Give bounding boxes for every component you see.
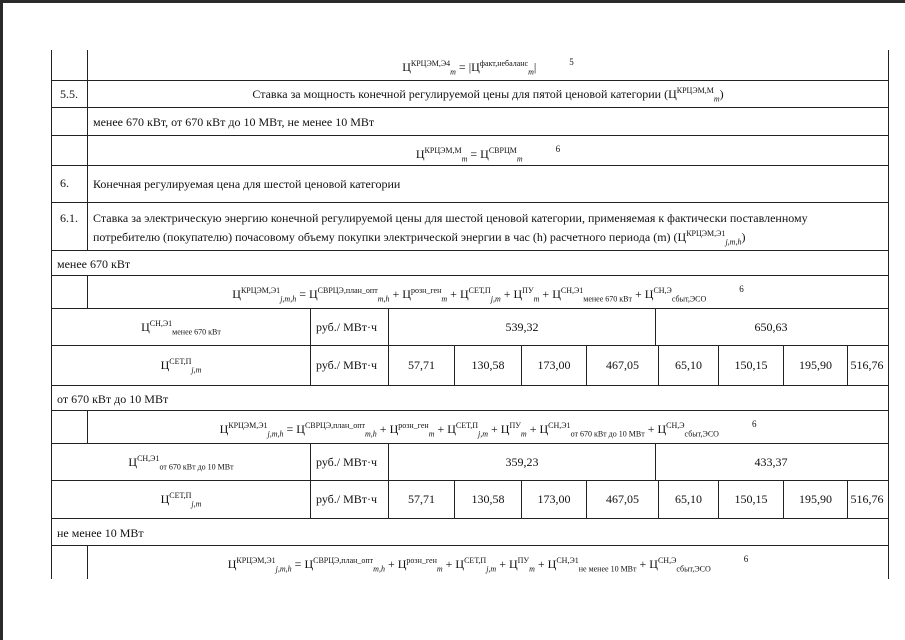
group-formula: $Ц^{КРЦЭМ,Э1}_{j,m,h} = Ц^{СВРЦЭ,план\_опт}_{m,h} + Ц^{розн\_ген}_m + Ц^{СЕТ,П}_{j,m} + Ц^{ПУ}_m + Ц^{СН,Э1}_{от 670 кВт до 10 МВт} + Ц^{СН,Э}_{сбыт,ЭСО}$ $^6$ xyxy=(219,419,757,439)
unit: руб./ МВт·ч xyxy=(311,444,389,480)
section-6-row: 6. Конечная регулируемая цена для шестой ценовой категории xyxy=(52,165,888,202)
group-label-row xyxy=(52,518,888,545)
formula-m: $Ц^{КРЦЭМ,М}_m = Ц^{СВРЦМ}_m$ $^6$ xyxy=(415,144,561,164)
section-5-5-row xyxy=(52,80,888,107)
sn-row xyxy=(52,443,888,480)
group-label: от 670 кВт до 10 МВт xyxy=(57,392,169,406)
set-value: 150,15 xyxy=(719,481,784,518)
sn-symbol: $Ц^{СН,Э1}_{от 670 кВт до 10 МВт}$ xyxy=(128,453,234,471)
section-6-1-row: 6.1. Ставка за электрическую энергию конечной регулируемой цены для шестой ценовой категории, применяемая к фактически поставленному потребителю (покупателю) почасовому объему покупки электрической энергии в час (h) расчетного периода (m) $(Ц^{КРЦЭМ,Э1}_{j,m,h})$ xyxy=(52,202,888,250)
set-value: 195,90 xyxy=(784,481,848,518)
group-label: не менее 10 МВт xyxy=(57,526,144,540)
set-value: 57,71 xyxy=(389,481,455,518)
formula-e4: $Ц^{КРЦЭМ,Э4}_m = |Ц^{факт,небаланс}_m|$ $^5$ xyxy=(402,57,574,77)
set-value: 130,58 xyxy=(455,481,522,518)
set-value: 516,76 xyxy=(848,481,887,518)
section-title: Ставка за мощность конечной регулируемой цены для пятой ценовой категории $(Ц^{КРЦЭМ,М}_m)$ xyxy=(252,86,724,104)
capacity-groups-text: менее 670 кВт, от 670 кВт до 10 МВт, не менее 10 МВт xyxy=(93,115,375,129)
set-value: 65,10 xyxy=(659,481,719,518)
scan-edge-top xyxy=(0,0,905,3)
set-value: 173,00 xyxy=(522,346,587,385)
unit: руб./ МВт·ч xyxy=(311,481,389,518)
sn-value: 433,37 xyxy=(656,444,887,480)
footnote-ref: 5 xyxy=(569,57,574,67)
group-formula: $Ц^{КРЦЭМ,Э1}_{j,m,h} = Ц^{СВРЦЭ,план\_опт}_{m,h} + Ц^{розн\_ген}_m + Ц^{СЕТ,П}_{j,m} + Ц^{ПУ}_m + Ц^{СН,Э1}_{менее 670 кВт} + Ц^{СН,Э}_{сбыт,ЭСО}$ $^6$ xyxy=(232,284,744,304)
group-label-row xyxy=(52,385,888,410)
set-value: 65,10 xyxy=(659,346,719,385)
set-value: 467,05 xyxy=(587,481,659,518)
group-label: менее 670 кВт xyxy=(57,257,131,271)
capacity-groups-row xyxy=(52,107,888,135)
sn-value: 650,63 xyxy=(656,309,887,345)
set-value: 467,05 xyxy=(587,346,659,385)
sn-symbol: $Ц^{СН,Э1}_{менее 670 кВт}$ xyxy=(141,318,221,336)
set-value: 516,76 xyxy=(848,346,887,385)
group-formula-row xyxy=(52,410,888,443)
set-row xyxy=(52,480,888,518)
set-value: 173,00 xyxy=(522,481,587,518)
scan-edge-left xyxy=(0,0,3,640)
unit: руб./ МВт·ч xyxy=(311,309,389,345)
group-formula-row xyxy=(52,545,888,579)
set-value: 150,15 xyxy=(719,346,784,385)
section-title: Конечная регулируемая цена для шестой ценовой категории xyxy=(93,177,401,191)
group-label-row xyxy=(52,250,888,275)
formula-row-5 xyxy=(52,50,888,80)
set-value: 57,71 xyxy=(389,346,455,385)
set-value: 195,90 xyxy=(784,346,848,385)
set-symbol: $Ц^{СЕТ,П}_{j,m}$ xyxy=(160,357,202,375)
set-symbol: $Ц^{СЕТ,П}_{j,m}$ xyxy=(160,491,202,509)
sn-value: 359,23 xyxy=(389,444,656,480)
set-row xyxy=(52,345,888,385)
unit: руб./ МВт·ч xyxy=(311,346,389,385)
formula-row-6a xyxy=(52,135,888,165)
section-number: 5.5. xyxy=(52,81,88,107)
tariff-table xyxy=(51,50,889,579)
group-formula: $Ц^{КРЦЭМ,Э1}_{j,m,h} = Ц^{СВРЦЭ,план\_опт}_{m,h} + Ц^{розн\_ген}_m + Ц^{СЕТ,П}_{j,m} + Ц^{ПУ}_m + Ц^{СН,Э1}_{не менее 10 МВт} + Ц^{СН,Э}_{сбыт,ЭСО}$ $^6$ xyxy=(227,554,749,574)
set-value: 130,58 xyxy=(455,346,522,385)
group-formula-row xyxy=(52,275,888,308)
sn-row xyxy=(52,308,888,345)
sn-value: 539,32 xyxy=(389,309,656,345)
section-title: Ставка за электрическую энергию конечной регулируемой цены для шестой ценовой категории, применяемая к фактически поставленному потребителю (покупателю) почасовому объему покупки электрической энергии в час (h) расчетного периода (m) $(Ц^{КРЦЭМ,Э1}_{j,m,h})$ xyxy=(93,211,808,247)
